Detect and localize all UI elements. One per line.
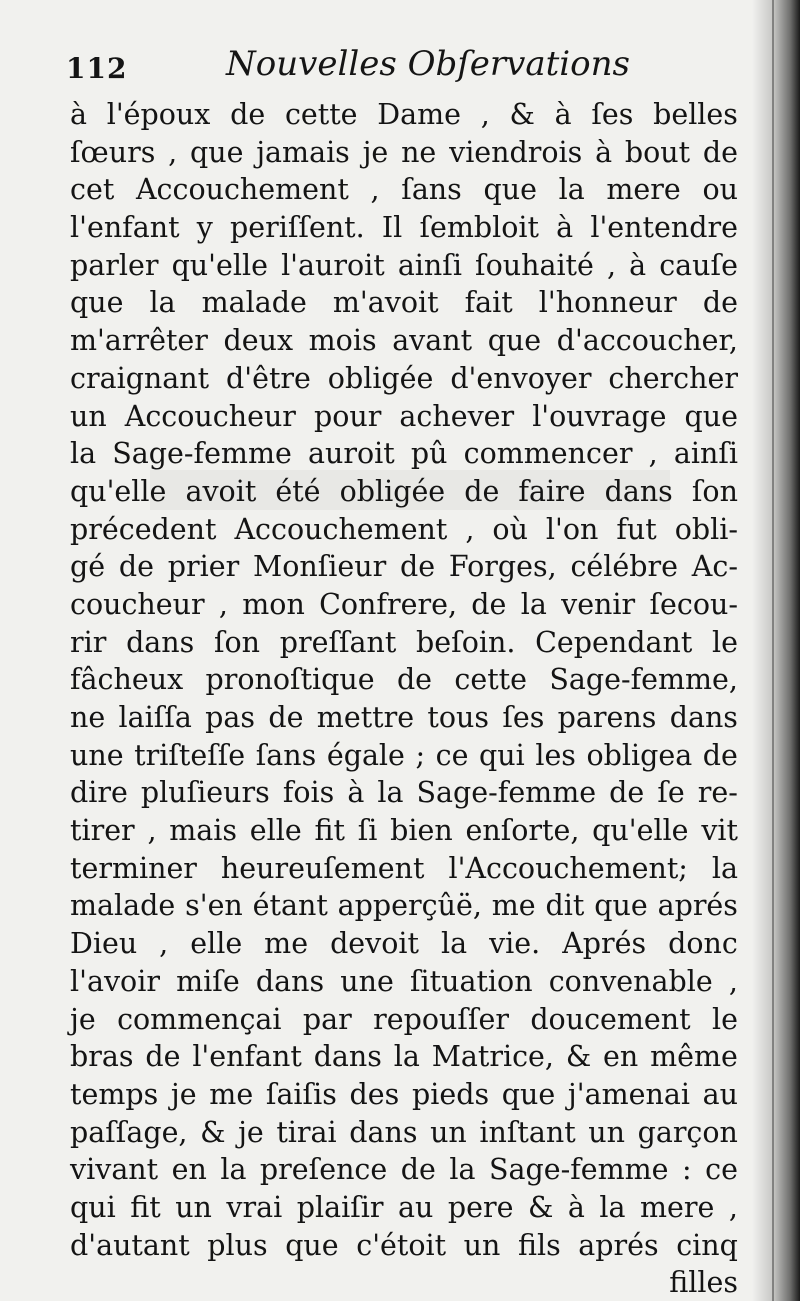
- word: à: [567, 1190, 585, 1224]
- word: vivant: [70, 1153, 159, 1187]
- word: ne: [401, 135, 437, 169]
- word: miſe: [176, 964, 240, 998]
- word: donc: [668, 927, 738, 961]
- word: preſence: [259, 1153, 388, 1187]
- word: achever: [399, 399, 515, 433]
- word: de: [400, 550, 436, 584]
- word: apperçûë,: [337, 889, 482, 923]
- word: précedent: [70, 512, 217, 546]
- word: qu'elle: [70, 474, 167, 508]
- word: preſſant: [279, 625, 397, 659]
- word: fut: [616, 512, 657, 546]
- word: cette: [284, 98, 358, 131]
- word: dans: [604, 474, 673, 508]
- word: inſtant: [479, 1115, 576, 1149]
- word: Dame: [377, 98, 461, 131]
- word: la: [220, 1153, 247, 1187]
- page-number: 112: [66, 52, 128, 85]
- word: qui: [70, 1190, 116, 1224]
- word: aprés: [657, 889, 738, 923]
- text-line: [70, 398, 738, 436]
- word: paſſage,: [70, 1115, 188, 1149]
- word: de: [471, 587, 507, 621]
- text-line: [70, 171, 738, 209]
- word: plus: [207, 1228, 268, 1262]
- word: que: [483, 173, 537, 207]
- word: de: [702, 286, 738, 320]
- word: la: [440, 927, 468, 961]
- text-line: [70, 1001, 738, 1039]
- binding-edge-shadow: [752, 0, 800, 1301]
- word: bien: [390, 814, 453, 848]
- word: à: [554, 98, 572, 131]
- word: un: [588, 1115, 625, 1149]
- word: à: [595, 135, 613, 169]
- word: un: [175, 1190, 212, 1224]
- word: ,: [218, 587, 228, 621]
- word: ſes: [591, 98, 634, 131]
- word: de: [609, 776, 645, 810]
- text-line: [70, 247, 738, 285]
- word: à: [629, 248, 647, 282]
- word: ,: [370, 173, 380, 207]
- word: un: [430, 1115, 467, 1149]
- word: auroit: [308, 437, 395, 471]
- binding-gutter-line: [772, 0, 774, 1301]
- text-line: [70, 812, 738, 850]
- text-line: [70, 284, 738, 322]
- word: je: [362, 135, 389, 169]
- word: que: [501, 1077, 556, 1111]
- word: fâcheux: [70, 663, 184, 697]
- word: une: [70, 738, 124, 772]
- word: pronoſtique: [205, 663, 375, 697]
- word: de: [702, 135, 738, 169]
- word: l'enfant: [192, 1040, 302, 1074]
- word: mere: [639, 1190, 715, 1224]
- word: convenable: [548, 964, 713, 998]
- word: ou: [702, 173, 738, 207]
- word: aprés: [578, 1228, 659, 1262]
- word: ,: [728, 964, 738, 998]
- word: bras: [70, 1040, 134, 1074]
- word: pour: [313, 399, 382, 433]
- word: &: [200, 1115, 226, 1149]
- word: par: [302, 1002, 352, 1036]
- word: Sage-femme: [416, 776, 597, 810]
- word: l'on: [545, 512, 599, 546]
- word: l'entendre: [590, 211, 738, 245]
- word: me: [209, 1077, 254, 1111]
- word: je: [170, 1077, 197, 1111]
- word: dans: [349, 1115, 418, 1149]
- word: plaiſir: [296, 1190, 384, 1224]
- word: pas: [205, 701, 256, 734]
- word: ,: [480, 98, 490, 131]
- word: re-: [697, 776, 738, 810]
- word: ainſi: [397, 248, 462, 282]
- word: je: [238, 1115, 264, 1149]
- word: commencer: [463, 437, 633, 471]
- text-line: [70, 511, 738, 549]
- word: ſi: [357, 814, 378, 848]
- word: égale: [326, 738, 405, 772]
- word: beſoin.: [416, 625, 516, 659]
- word: en: [603, 1040, 639, 1074]
- word: de: [396, 663, 433, 697]
- word: terminer: [70, 851, 197, 885]
- word: le: [711, 625, 738, 659]
- word: en: [171, 1153, 207, 1187]
- word: ,: [465, 512, 475, 546]
- word: pû: [410, 437, 448, 471]
- word: bout: [624, 135, 691, 169]
- word: &: [527, 1190, 554, 1224]
- word: que: [684, 399, 738, 433]
- word: où: [492, 512, 528, 546]
- word: des: [349, 1077, 400, 1111]
- word: Sage-femme: [112, 437, 292, 471]
- word: :: [682, 1153, 692, 1187]
- word: de: [702, 738, 738, 772]
- text-line: [70, 209, 738, 247]
- word: la: [558, 173, 585, 207]
- word: repouſſer: [373, 1002, 509, 1036]
- text-line: [70, 1114, 738, 1152]
- word: pieds: [411, 1077, 490, 1111]
- word: obligée: [327, 361, 434, 395]
- word: au: [398, 1190, 434, 1224]
- text-line: [70, 586, 738, 624]
- word: pluſieurs: [140, 776, 270, 810]
- word: Ac-: [691, 550, 738, 584]
- word: &: [565, 1040, 592, 1074]
- word: tous: [427, 701, 489, 734]
- text-line: [70, 322, 738, 360]
- word: Accouchement: [135, 173, 349, 207]
- word: belles: [653, 98, 738, 131]
- word: ce: [705, 1153, 738, 1187]
- text-line: [70, 1038, 738, 1076]
- word: vit: [701, 814, 738, 848]
- word: ſembloit: [419, 211, 539, 245]
- word: ſans: [401, 173, 462, 207]
- word: temps: [70, 1077, 159, 1111]
- word: mere: [606, 173, 681, 207]
- word: gé: [70, 550, 106, 584]
- word: ,: [606, 248, 617, 282]
- word: enſorte,: [465, 814, 580, 848]
- word: ,: [159, 927, 169, 961]
- word: la: [449, 1153, 476, 1187]
- text-line: [70, 473, 738, 511]
- word: célébre: [570, 550, 679, 584]
- word: vrai: [226, 1190, 283, 1224]
- word: obligea: [586, 738, 693, 772]
- word: malade: [70, 889, 176, 923]
- word: chercher: [608, 361, 738, 395]
- word: craignant: [70, 361, 210, 395]
- word: de: [400, 1153, 436, 1187]
- word: ,: [728, 1190, 738, 1224]
- word: Sage-femme: [488, 1153, 669, 1187]
- word: tirai: [276, 1115, 337, 1149]
- word: fit: [130, 1190, 161, 1224]
- word: ſœurs: [70, 135, 156, 169]
- word: que: [487, 324, 542, 358]
- word: Forges,: [448, 550, 557, 584]
- word: étant: [252, 889, 328, 923]
- word: dans: [126, 625, 195, 659]
- word: viendrois: [449, 135, 583, 169]
- text-line: [70, 360, 738, 398]
- word: ce: [435, 738, 469, 772]
- catchword: filles: [669, 1266, 738, 1300]
- word: fils: [517, 1228, 561, 1262]
- word: qu'elle: [171, 248, 268, 282]
- word: garçon: [637, 1115, 738, 1149]
- word: Aprés: [562, 927, 647, 961]
- word: la: [393, 1040, 420, 1074]
- word: la: [149, 286, 176, 320]
- text-line: [70, 774, 738, 812]
- word: rir: [70, 625, 107, 659]
- word: ſon: [213, 625, 261, 659]
- word: fit: [314, 814, 345, 848]
- word: d'envoyer: [450, 361, 592, 395]
- word: la: [377, 776, 404, 810]
- word: ,: [147, 814, 157, 848]
- text-line: [70, 624, 738, 662]
- word: à: [347, 776, 365, 810]
- word: devoit: [330, 927, 419, 961]
- word: l'Accouchement;: [448, 851, 688, 885]
- word: cinq: [676, 1228, 738, 1262]
- word: ;: [415, 738, 426, 772]
- word: l'époux: [106, 98, 211, 131]
- word: l'auroit: [281, 248, 385, 282]
- word: l'avoir: [70, 964, 160, 998]
- word: la: [520, 587, 547, 621]
- text-line: [70, 96, 738, 134]
- word: ſouhaité: [475, 248, 594, 282]
- word: un: [463, 1228, 501, 1262]
- text-line: [70, 963, 738, 1001]
- word: je: [70, 1002, 96, 1036]
- word: jamais: [256, 135, 350, 169]
- word: ſes: [502, 701, 545, 734]
- word: coucheur: [70, 587, 205, 621]
- word: m'avoit: [332, 286, 439, 320]
- word: une: [340, 964, 394, 998]
- word: vie.: [489, 927, 541, 961]
- word: Monſieur: [253, 550, 387, 584]
- word: tirer: [70, 814, 135, 848]
- word: dans: [255, 964, 325, 998]
- running-head: [66, 42, 726, 92]
- word: la: [711, 851, 738, 885]
- word: mettre: [316, 701, 415, 734]
- word: que: [285, 1228, 339, 1262]
- word: que: [594, 889, 648, 923]
- word: triſteſſe: [134, 738, 246, 772]
- text-line: [70, 134, 738, 172]
- word: pere: [447, 1190, 514, 1224]
- word: c'étoit: [356, 1228, 447, 1262]
- word: ſecou-: [649, 587, 738, 621]
- text-line: [70, 699, 738, 737]
- word: l'honneur: [538, 286, 677, 320]
- word: ſans: [255, 738, 317, 772]
- word: s'en: [185, 889, 243, 923]
- word: laiſſa: [118, 701, 192, 734]
- word: fois: [282, 776, 335, 810]
- word: ſituation: [410, 964, 533, 998]
- word: dans: [669, 701, 738, 734]
- word: de: [230, 98, 266, 131]
- word: au: [702, 1077, 738, 1111]
- text-line: [70, 850, 738, 888]
- word: Confrere,: [319, 587, 458, 621]
- word: prier: [167, 550, 240, 584]
- text-line: [70, 1227, 738, 1265]
- word: Cependant: [535, 625, 693, 659]
- word: même: [650, 1040, 738, 1074]
- word: j'amenai: [567, 1077, 690, 1111]
- word: me: [264, 927, 309, 961]
- text-line: [70, 1151, 738, 1189]
- word: parler: [70, 248, 159, 282]
- word: malade: [201, 286, 307, 320]
- word: cette: [454, 663, 527, 697]
- text-line: [70, 548, 738, 586]
- word: le: [711, 1002, 738, 1036]
- word: Sage-femme,: [549, 663, 738, 697]
- word: de: [145, 1040, 181, 1074]
- word: ſon: [691, 474, 738, 508]
- word: me: [491, 889, 536, 923]
- text-line: [70, 435, 738, 473]
- word: de: [118, 550, 155, 584]
- word: cauſe: [659, 248, 738, 282]
- body-text: [70, 96, 738, 1301]
- word: commençai: [117, 1002, 282, 1036]
- word: heureuſement: [220, 851, 425, 885]
- word: de: [268, 701, 304, 734]
- word: doucement: [530, 1002, 691, 1036]
- word: qui: [479, 738, 525, 772]
- word: à: [556, 211, 574, 245]
- word: fait: [464, 286, 513, 320]
- word: avoit: [185, 474, 257, 508]
- word: dans: [313, 1040, 382, 1074]
- word: à: [70, 98, 87, 131]
- word: faire: [518, 474, 586, 508]
- word: ſe: [657, 776, 685, 810]
- text-line: [70, 1076, 738, 1114]
- word: ſaiſis: [265, 1077, 337, 1111]
- word: dire: [70, 776, 128, 810]
- word: l'enfant: [70, 211, 180, 245]
- text-line: [70, 1189, 738, 1227]
- word: Accouchement: [234, 512, 448, 546]
- word: parens: [557, 701, 657, 734]
- word: obligée: [339, 474, 446, 508]
- word: y: [196, 211, 213, 245]
- word: la: [70, 437, 97, 471]
- word: venir: [561, 587, 636, 621]
- word: ne: [70, 701, 106, 734]
- word: avant: [392, 324, 473, 358]
- word: ,: [648, 437, 658, 471]
- word: dit: [545, 889, 585, 923]
- word: mois: [308, 324, 377, 358]
- word: que: [189, 135, 244, 169]
- word: ,: [168, 135, 178, 169]
- running-title: Nouvelles Obſervations: [226, 44, 630, 84]
- word: deux: [223, 324, 294, 358]
- text-line: [70, 925, 738, 963]
- word: l'ouvrage: [532, 399, 667, 433]
- word: qu'elle: [592, 814, 689, 848]
- text-line: [70, 887, 738, 925]
- word: periſſent.: [230, 211, 365, 245]
- word: mais: [169, 814, 238, 848]
- word: obli-: [674, 512, 738, 546]
- word: Matrice,: [431, 1040, 554, 1074]
- word: m'arrêter: [70, 324, 208, 358]
- word: Accoucheur: [124, 399, 296, 433]
- word: d'être: [226, 361, 311, 395]
- word: un: [70, 399, 107, 433]
- word: d'autant: [70, 1228, 190, 1262]
- word: &: [509, 98, 535, 131]
- word: la: [599, 1190, 626, 1224]
- word: elle: [190, 927, 243, 961]
- word: mon: [242, 587, 305, 621]
- word: que: [70, 286, 124, 320]
- text-line: [70, 661, 738, 699]
- word: les: [535, 738, 576, 772]
- word: ainſi: [673, 437, 738, 471]
- word: été: [275, 474, 321, 508]
- word: cet: [70, 173, 115, 207]
- word: d'accoucher,: [556, 324, 738, 358]
- word: de: [464, 474, 500, 508]
- word: Il: [381, 211, 403, 245]
- text-line: [70, 737, 738, 775]
- word: elle: [249, 814, 302, 848]
- word: Dieu: [70, 927, 138, 961]
